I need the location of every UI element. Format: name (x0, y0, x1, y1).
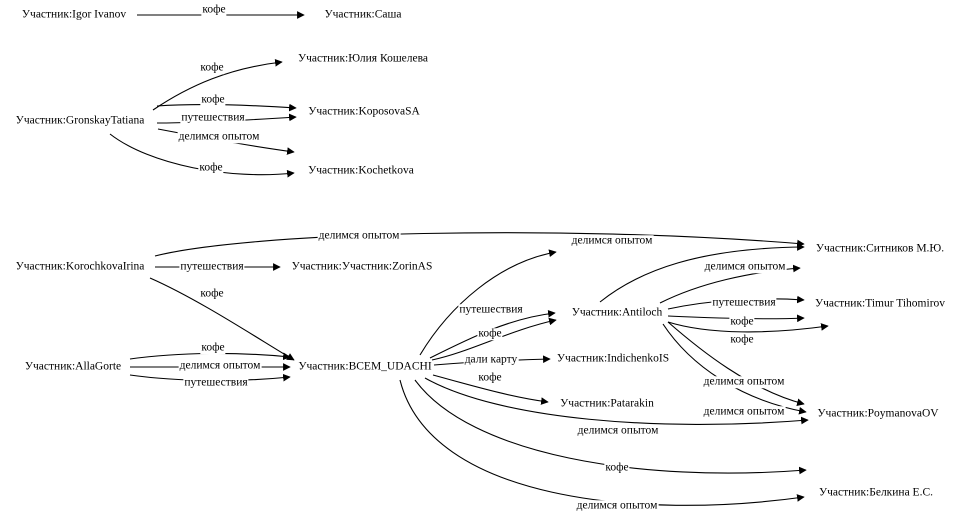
edge-label-antiloch-sitnikov-exp-1: делимся опытом (571, 234, 653, 247)
edge-label-antiloch-poymanova-exp-2: делимся опытом (703, 405, 785, 418)
node-sasha[interactable]: Участник:Саша (324, 8, 402, 21)
edge-label-vsem-antiloch-travel: путешествия (459, 303, 523, 316)
edge-label-vsem-belkina-exp: делимся опытом (576, 499, 658, 512)
node-antiloch[interactable]: Участник:Antiloch (571, 306, 663, 319)
edge-label-gronskay-koposova-travel: путешествия (181, 111, 245, 124)
node-indichenko-is[interactable]: Участник:IndichenkoIS (556, 352, 670, 365)
node-kochetkova[interactable]: Участник:Kochetkova (308, 164, 414, 177)
node-timur-tihomirov[interactable]: Участник:Timur Tihomirov (814, 297, 946, 310)
edge-label-alla-vsem-exp: делимся опытом (179, 359, 261, 372)
node-sitnikov[interactable]: Участник:Ситников М.Ю. (815, 242, 945, 255)
edge-label-vsem-poymanova-exp: делимся опытом (577, 424, 659, 437)
node-alla-gorte[interactable]: Участник:AllaGorte (24, 360, 122, 373)
edge-label-korochkova-vsem-kofe: кофе (200, 287, 224, 300)
node-korochkova-irina[interactable]: Участник:KorochkovaIrina (15, 260, 145, 273)
edge-label-alla-vsem-travel: путешествия (184, 376, 248, 389)
node-patarakin[interactable]: Участник:Patarakin (560, 397, 654, 410)
edge-path (155, 233, 804, 256)
edge-label-gronskay-julia: кофе (200, 61, 224, 74)
node-zorin-as[interactable]: Участник:Участник:ZorinAS (291, 260, 433, 273)
edge-label-antiloch-poymanova-exp-1: делимся опытом (703, 375, 785, 388)
edge-label-gronskay-kochetkova-kofe: кофе (199, 161, 223, 174)
edge-label-gronskay-koposova-kofe: кофе (201, 93, 225, 106)
edge-label-igor-sasha: кофе (202, 3, 226, 16)
edge-label-gronskay-kochetkova-exp: делимся опытом (178, 130, 260, 143)
edge-label-antiloch-timur-travel: путешествия (712, 296, 776, 309)
node-vsem-udachi[interactable]: Участник:ВСЕМ_UDACHI (298, 360, 432, 373)
edge-label-vsem-belkina-kofe: кофе (605, 461, 629, 474)
node-yulia-kosheleva[interactable]: Участник:Юлия Кошелева (297, 52, 429, 65)
edge-label-antiloch-timur-kofe-1: кофе (730, 315, 754, 328)
edge-path (130, 353, 290, 359)
node-igor-ivanov[interactable]: Участник:Igor Ivanov (21, 8, 127, 21)
edge-path (600, 247, 804, 302)
edge-label-alla-vsem-kofe: кофе (201, 341, 225, 354)
edge-label-korochkova-zorin-travel: путешествия (180, 260, 244, 273)
edge-path (157, 105, 296, 108)
edge-label-antiloch-sitnikov-exp-2: делимся опытом (704, 260, 786, 273)
edge-label-vsem-patarakin-kofe: кофе (478, 371, 502, 384)
edge-label-vsem-indichenko-map: дали карту (464, 353, 518, 366)
edge-label-antiloch-timur-kofe-2: кофе (730, 333, 754, 346)
node-gronskay-tatiana[interactable]: Участник:GronskayTatiana (15, 114, 145, 127)
node-poymanova-ov[interactable]: Участник:PoymanovaOV (817, 407, 939, 420)
edge-label-korochkova-sitnikov-exp: делимся опытом (318, 229, 400, 242)
edge-label-vsem-antiloch-kofe: кофе (478, 327, 502, 340)
node-koposova-sa[interactable]: Участник:KoposovaSA (308, 105, 420, 118)
node-belkina[interactable]: Участник:Белкина Е.С. (818, 486, 934, 499)
